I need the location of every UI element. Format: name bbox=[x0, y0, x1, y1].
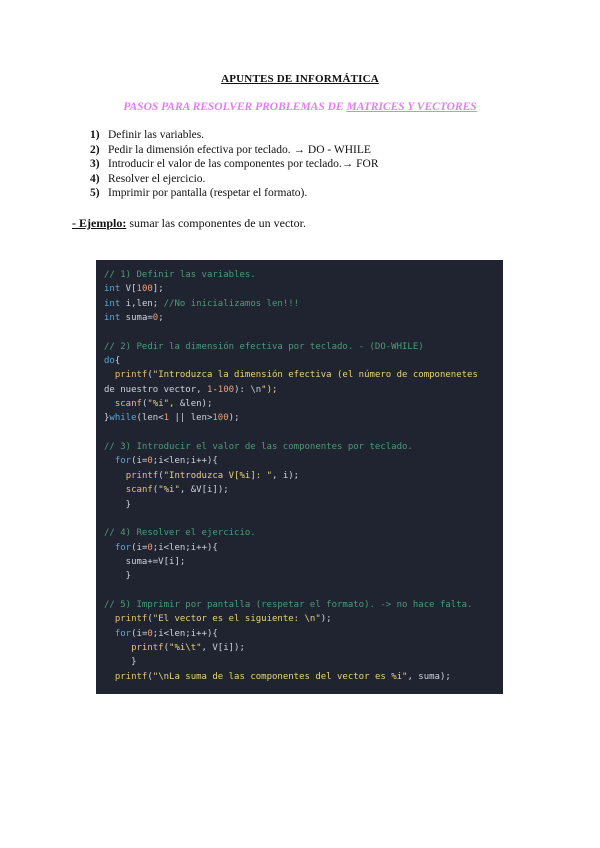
code-line: // 4) Resolver el ejercicio. bbox=[104, 528, 256, 539]
step-text: Definir las variables. bbox=[108, 129, 205, 141]
subtitle-text: PASOS PARA RESOLVER PROBLEMAS DE bbox=[123, 101, 347, 113]
code-line: scanf("%i", &len); bbox=[114, 399, 213, 410]
code-line: // 1) Definir las variables. bbox=[104, 270, 256, 280]
example-text: sumar las componentes de un vector. bbox=[126, 216, 306, 230]
code-line: }while(len<1 || len>100); bbox=[104, 413, 240, 424]
example-label: - Ejemplo: bbox=[72, 216, 127, 230]
step-item bbox=[90, 157, 379, 172]
subtitle-underlined-text: MATRICES Y VECTORES bbox=[346, 101, 477, 113]
example-heading bbox=[72, 216, 306, 231]
code-line: scanf("%i", &V[i]); bbox=[125, 485, 229, 496]
step-item bbox=[90, 143, 379, 158]
code-line: do{ bbox=[104, 356, 121, 367]
code-line bbox=[104, 584, 503, 598]
step-text: Resolver el ejercicio. bbox=[108, 172, 206, 185]
step-text: Pedir la dimensión efectiva por teclado. → DO - WHILE bbox=[108, 143, 371, 156]
code-line: // 5) Imprimir por pantalla (respetar el formato). -> no hace falta. bbox=[104, 599, 473, 610]
code-line: int suma=0; bbox=[104, 313, 164, 324]
code-line: for(i=0;i<len;i++){ bbox=[114, 628, 218, 639]
step-number: 5) bbox=[90, 187, 100, 200]
code-line: printf("Introduzca V[%i]: ", i); bbox=[125, 470, 300, 481]
code-block bbox=[96, 260, 503, 694]
code-line: printf("Introduzca la dimensión efectiva (el número de componenetes bbox=[114, 370, 478, 381]
step-item bbox=[90, 128, 379, 143]
code-line: for(i=0;i<len;i++){ bbox=[114, 456, 218, 467]
code-line: printf("El vector es el siguiente: \n"); bbox=[114, 614, 332, 625]
step-number: 4) bbox=[90, 172, 100, 185]
step-text: Introducir el valor de las componentes por teclado.→ FOR bbox=[108, 158, 379, 171]
code-line: for(i=0;i<len;i++){ bbox=[114, 542, 218, 553]
code-line: printf("\nLa suma de las componentes del vector es %i", suma); bbox=[114, 671, 451, 682]
step-number: 2) bbox=[90, 143, 100, 156]
page-subtitle bbox=[0, 101, 600, 113]
code-line bbox=[104, 325, 503, 339]
code-line: int i,len; //No inicializamos len!!! bbox=[104, 298, 300, 309]
step-number: 1) bbox=[90, 129, 100, 141]
code-line: de nuestro vector, 1-100): \n"); bbox=[104, 384, 278, 395]
step-item bbox=[90, 186, 379, 201]
step-item bbox=[90, 172, 379, 187]
code-line: } bbox=[104, 657, 137, 668]
code-line: suma+=V[i]; bbox=[104, 556, 186, 567]
code-line bbox=[104, 512, 503, 526]
step-text: Imprimir por pantalla (respetar el formato). bbox=[108, 187, 308, 200]
code-line: // 3) Introducir el valor de las componentes por teclado. bbox=[104, 442, 413, 453]
step-number: 3) bbox=[90, 158, 100, 171]
code-line: // 2) Pedir la dimensión efectiva por teclado. - (DO-WHILE) bbox=[104, 341, 424, 352]
code-line: int V[100]; bbox=[104, 284, 164, 295]
code-line: } bbox=[104, 571, 132, 582]
page-title: APUNTES DE INFORMÁTICA bbox=[221, 73, 379, 85]
code-line: printf("%i\t", V[i]); bbox=[131, 642, 245, 653]
code-line bbox=[104, 426, 503, 440]
code-line: } bbox=[104, 499, 132, 510]
steps-list bbox=[90, 128, 379, 201]
